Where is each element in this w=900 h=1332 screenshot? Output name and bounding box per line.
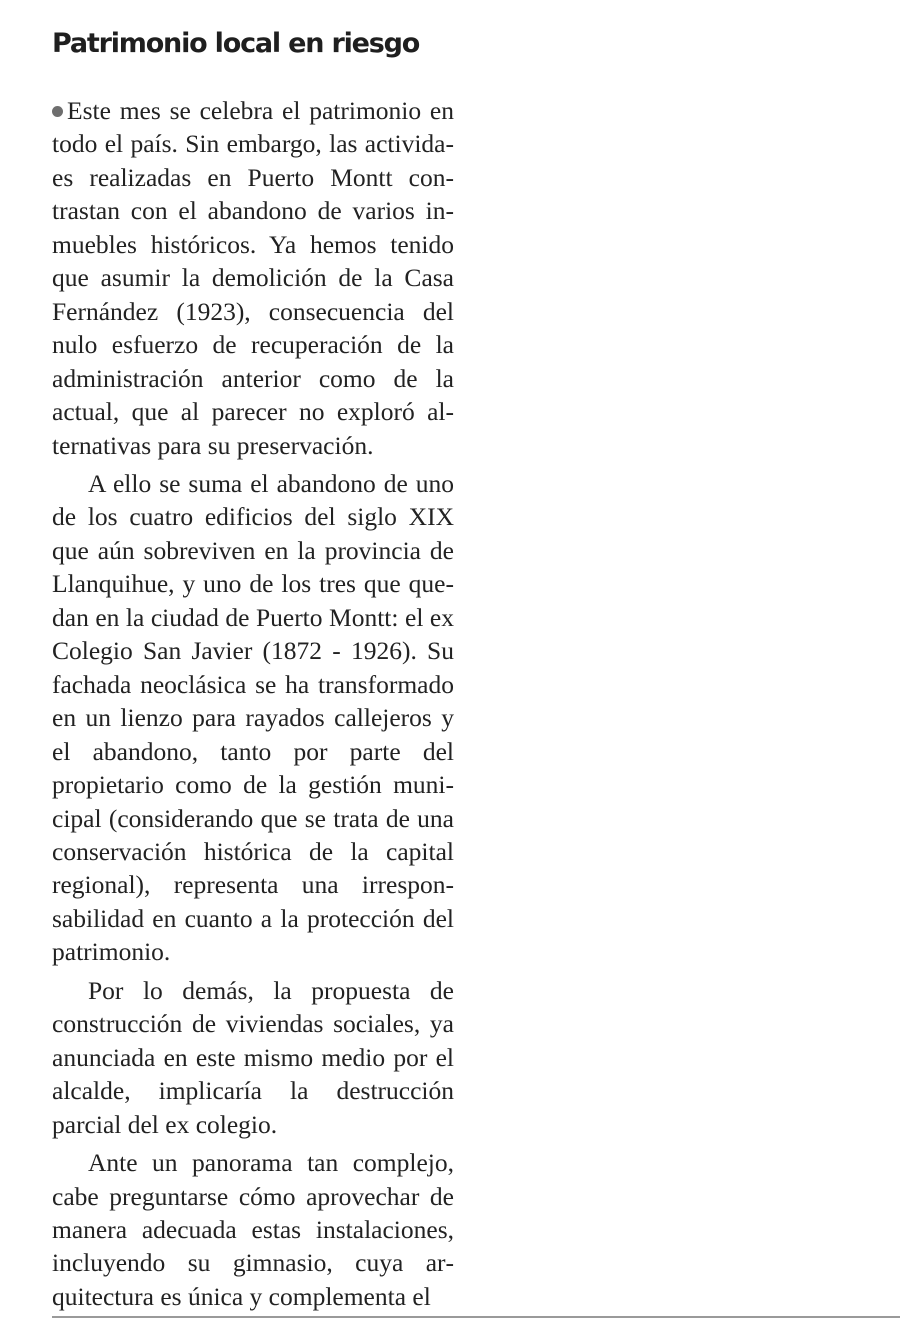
article-body bbox=[52, 94, 454, 1318]
article-headline: Patrimonio local en riesgo bbox=[52, 28, 420, 59]
article-paragraph bbox=[52, 94, 454, 462]
bullet-icon bbox=[52, 106, 63, 117]
article-paragraph: A ello se suma el abandono de uno de los cuatro edificios del siglo XIX que aún sobreviven en la provincia de Llanquihue, y uno de los tres que quedan en la ciudad de Puerto Montt: el ex Colegio San Javier (1872 - 1926). Su fachada neoclásica se ha transformado en un lienzo para rayados callejeros y el abandono, tanto por parte del propietario como de la gestión municipal (considerando que se trata de una conservación histórica de la capital regional), representa una irresponsabilidad en cuanto a la protección del patrimonio. bbox=[52, 468, 454, 967]
bottom-divider bbox=[52, 1316, 900, 1318]
article-paragraph: Ante un panorama tan complejo, cabe preguntarse cómo aprovechar de manera adecuada estas instalaciones, incluyendo su gimnasio, cuya arquitectura es única y complementa el bbox=[52, 1148, 454, 1311]
article-paragraph-text: Este mes se celebra el patrimonio en todo el país. Sin embargo, las actividaes realizadas en Puerto Montt contrastan con el abandono de varios inmuebles históricos. Ya hemos tenido que asumir la demolición de la Casa Fernández (1923), consecuencia del nulo esfuerzo de recuperación de la administración anterior como de la actual, que al parecer no exploró alternativas para su preservación. bbox=[52, 96, 454, 460]
article-paragraph: Por lo demás, la propuesta de construcción de viviendas sociales, ya anunciada en este mismo medio por el alcalde, implicaría la destrucción parcial del ex colegio. bbox=[52, 975, 454, 1139]
